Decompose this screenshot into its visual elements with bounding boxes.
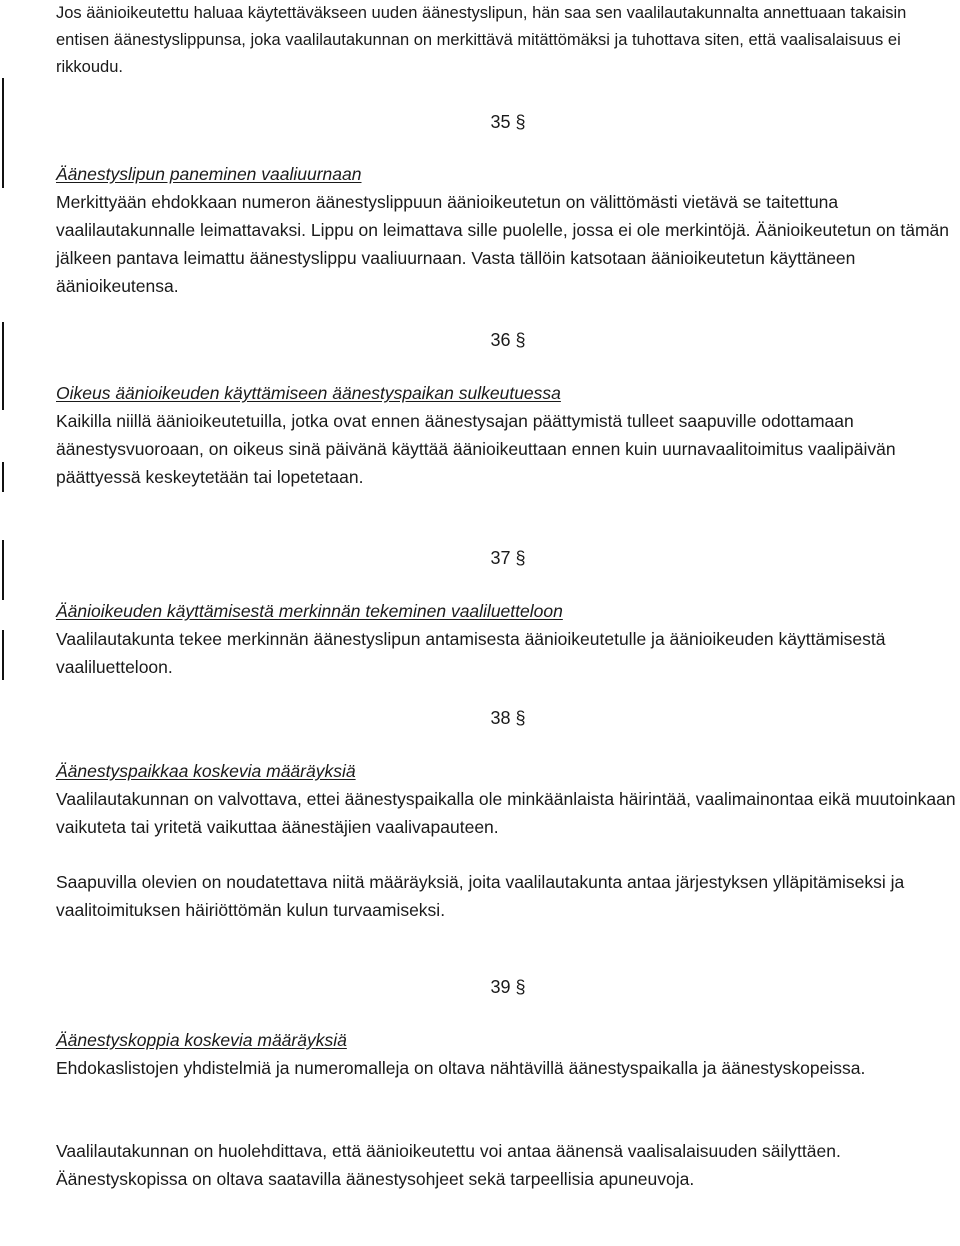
section-number: 37 §: [490, 548, 526, 568]
section-paragraph: Vaalilautakunnan on valvottava, ettei äänestyspaikalla ole minkäänlaista häirintää, vaalimainontaa eikä muutoinkaan vaikuteta tai yritetä vaikuttaa äänestäjien vaalivapauteen.: [56, 789, 956, 837]
section-title: Äänestyskoppia koskevia määräyksiä: [56, 1030, 347, 1050]
section-paragraph: Kaikilla niillä äänioikeutetuilla, jotka ovat ennen äänestysajan päättymistä tulleet saapuville odottamaan äänestysvuoroaan, on oikeus sinä päivänä käyttää äänioikeuttaan ennen kuin uurnavaalitoimitus vaalipäivän päättyessä keskeytetään tai lopetetaan.: [56, 411, 896, 487]
section-number: 36 §: [490, 330, 526, 350]
section-number: 38 §: [490, 708, 526, 728]
intro-paragraph: Jos äänioikeutettu haluaa käytettäväkseen uuden äänestyslipun, hän saa sen vaalilautakunnalta annettuaan takaisin entisen äänestyslippunsa, joka vaalilautakunnan on merkittävä mitättömäksi ja tuhottava siten, että vaalisalaisuus ei rikkoudu.: [56, 4, 907, 76]
section-number: 35 §: [490, 112, 526, 132]
section-paragraph: Merkittyään ehdokkaan numeron äänestyslippuun äänioikeutetun on välittömästi vietävä se taitettuna vaalilautakunnalle leimattavaksi. Lippu on leimattava sille puolelle, jossa ei ole merkintöjä. Äänioikeutetun on tämän jälkeen pantava leimattu äänestyslippu vaaliuurnaan. Vasta tällöin katsotaan äänioikeutetun käyttäneen äänioikeutensa.: [56, 192, 950, 296]
section-title: Äänestyspaikkaa koskevia määräyksiä: [56, 761, 356, 781]
section-paragraph: Ehdokaslistojen yhdistelmiä ja numeromalleja on oltava nähtävillä äänestyspaikalla ja äänestyskopeissa.: [56, 1058, 866, 1078]
section-paragraph: Vaalilautakunta tekee merkinnän äänestyslipun antamisesta äänioikeutetulle ja äänioikeuden käyttämisestä vaaliluetteloon.: [56, 629, 886, 677]
change-bar: [2, 462, 4, 492]
change-bar: [2, 630, 4, 680]
section-title: Äänestyslipun paneminen vaaliuurnaan: [56, 164, 362, 184]
change-bar: [2, 78, 4, 188]
section-number: 39 §: [490, 977, 526, 997]
section-title: Oikeus äänioikeuden käyttämiseen äänestyspaikan sulkeutuessa: [56, 383, 561, 403]
change-bar: [2, 322, 4, 410]
section-paragraph: Saapuvilla olevien on noudatettava niitä määräyksiä, joita vaalilautakunta antaa järjestyksen ylläpitämiseksi ja vaalitoimituksen häiriöttömän kulun turvaamiseksi.: [56, 872, 905, 920]
change-bar: [2, 540, 4, 600]
section-title: Äänioikeuden käyttämisestä merkinnän tekeminen vaaliluetteloon: [56, 601, 563, 621]
section-paragraph: Vaalilautakunnan on huolehdittava, että äänioikeutettu voi antaa äänensä vaalisalaisuuden säilyttäen. Äänestyskopissa on oltava saatavilla äänestysohjeet sekä tarpeellisia apuneuvoja.: [56, 1141, 841, 1189]
